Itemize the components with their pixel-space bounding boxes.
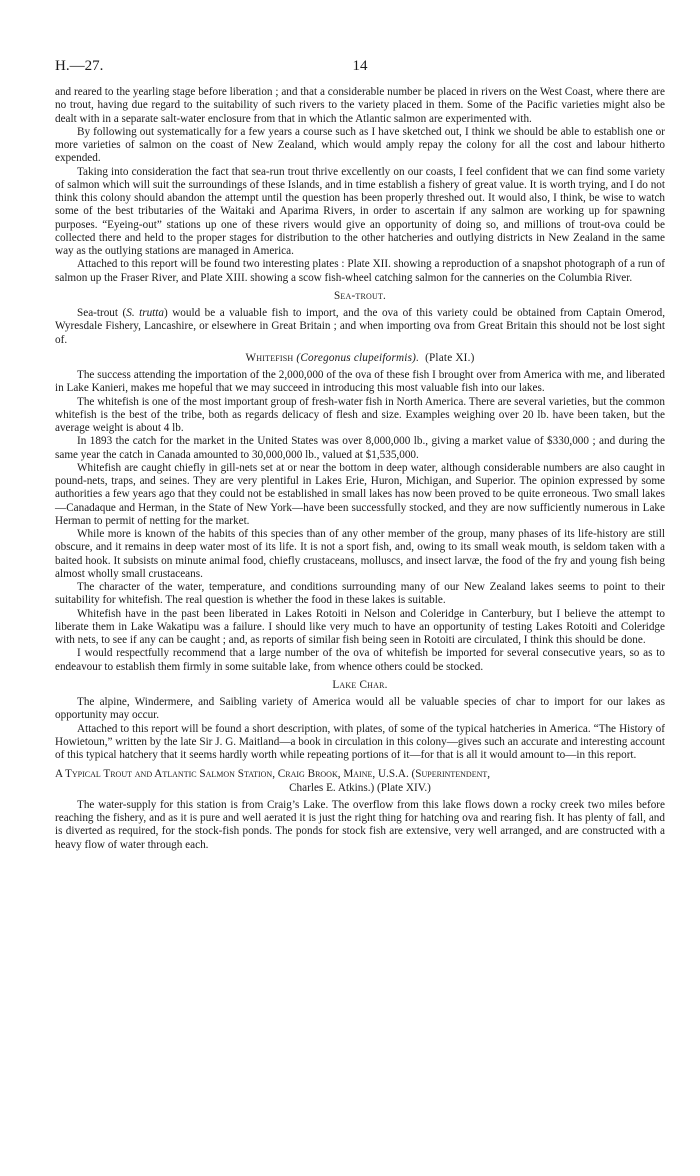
- paragraph: The whitefish is one of the most important group of fresh-water fish in North America. There are several varieties, but the common whitefish is the best of the tribe, both as regards delicacy of flesh and size. Examples weighing over 20 lb. have been taken, but the average weight is about 4 lb.: [55, 395, 665, 434]
- paragraph: Whitefish are caught chiefly in gill-nets set at or near the bottom in deep water, although considerable numbers are also caught in pound-nets, traps, and seines. They are very plentiful in Lakes Erie, Huron, Michigan, and Superior. The opinion expressed by some authorities a few years ago that they could not be established in small lakes has now been proved to be quite erroneous. Two small lakes—Canadaque and Herman, in the State of New York—have been successfully stocked, and they are now sufficiently numerous in Lake Herman to permit of netting for the market.: [55, 461, 665, 527]
- paragraph: By following out systematically for a few years a course such as I have sketched out, I think we should be able to establish one or more varieties of salmon on the coast of New Zealand, which would amply repay the colony for all the cost and labour hitherto expended.: [55, 125, 665, 165]
- text-run: Sea-trout (: [77, 307, 127, 319]
- section-heading-whitefish: [55, 352, 665, 365]
- page-header: [55, 58, 665, 86]
- paragraph: The success attending the importation of the 2,000,000 of the ova of these fish I brought over from America with me, and liberated in Lake Kanieri, makes me hopeful that we may succeed in introducing this most valuable fish into our lakes.: [55, 369, 665, 395]
- heading-species: (Coregonus clupeiformis).: [296, 351, 420, 364]
- heading-line: A Typical Trout and Atlantic Salmon Station, Craig Brook, Maine, U.S.A. (Superintendent,: [55, 768, 491, 781]
- page-number: 14: [352, 58, 368, 74]
- section-heading-sea-trout: Sea-trout.: [333, 289, 387, 302]
- species-name: S. trutta: [126, 307, 164, 319]
- paragraph: In 1893 the catch for the market in the United States was over 8,000,000 lb., giving a market value of $330,000 ; and during the same year the catch in Canada amounted to 30,000,000 lb., valued at $1,535,000.: [55, 435, 665, 461]
- document-body: [55, 86, 665, 852]
- paragraph: The character of the water, temperature, and conditions surrounding many of our New Zealand lakes seems to point to their suitability for whitefish. The real question is whether the food in these lakes is suitable.: [55, 581, 665, 607]
- paragraph: and reared to the yearling stage before liberation ; and that a considerable number be placed in rivers on the West Coast, where there are no trout, having due regard to the suitability of such rivers to the variety placed in them. Some of the Pacific varieties might also be dealt with in a separate salt-water enclosure from that in which the Atlantic salmon are experimented with.: [55, 86, 665, 125]
- paragraph: Attached to this report will be found a short description, with plates, of some of the typical hatcheries in America. “The History of Howietoun,” written by the late Sir J. G. Maitland—a book in circulation in this colony—gives such an accurate and interesting account of this typical hatchery that it seems hardly worth while repeating portions of it—for that is all it would amount to—in this report.: [55, 722, 665, 761]
- paragraph: Whitefish have in the past been liberated in Lakes Rotoiti in Nelson and Coleridge in Canterbury, but I believe the attempt to liberate them in Lake Wakatipu was a failure. I should like very much to have an opportunity of testing Lakes Rotoiti and Coleridge with nets, to see if any can be caught ; and, as reports of similar fish being seen in Rotoiti are circulated, I think this should be done.: [55, 607, 665, 646]
- paragraph: The alpine, Windermere, and Saibling variety of America would all be valuable species of char to import for our lakes as opportunity may occur.: [55, 696, 665, 722]
- section-heading-craig-brook: [55, 768, 665, 795]
- paragraph: I would respectfully recommend that a large number of the ova of whitefish be imported for several consecutive years, so as to endeavour to establish them firmly in some suitable lake, from whence others could be stocked.: [55, 647, 665, 673]
- section-heading-lake-char: Lake Char.: [332, 678, 388, 691]
- heading-line: Charles E. Atkins.) (Plate XIV.): [289, 781, 431, 794]
- document-page: [55, 58, 665, 852]
- document-reference: H.—27.: [55, 58, 104, 74]
- paragraph: While more is known of the habits of this species than of any other member of the group, many phases of its life-history are still obscure, and it remains in deep water most of its life. It is not a sport fish, and, owing to its small weak mouth, is seldom taken with a baited hook. It subsists on minute animal food, chiefly crustaceans, molluscs, and insect larvæ, the food of the fry and young fish being almost wholly small crustaceans.: [55, 528, 665, 580]
- text-run: ) would be a valuable fish to import, and the ova of this variety could be obtained from Captain Omerod, Wyresdale Fishery, Lancashire, or elsewhere in Great Britain ; and when importing ova from Great Britain this should not be lost sight of.: [55, 307, 665, 346]
- paragraph: Attached to this report will be found two interesting plates : Plate XII. showing a reproduction of a snapshot photograph of a run of salmon up the Fraser River, and Plate XIII. showing a scow fish-wheel catching salmon for the canneries on the Columbia River.: [55, 258, 665, 284]
- heading-title: Whitefish: [245, 351, 294, 364]
- paragraph: Taking into consideration the fact that sea-run trout thrive excellently on our coasts, I feel confident that we can find some variety of salmon which will suit the surroundings of these Islands, and in time establish a fishery of great value. It is worth trying, and I do not think this colony should abandon the attempt until the question has been properly threshed out. It would also, I think, be wise to watch some of the best tributaries of the Waitaki and Aparima Rivers, in order to ascertain if any salmon are working up for spawning purposes. “Eyeing-out” stations up one of these rivers would give an opportunity of doing so, and millions of trout-ova could be collected there and held to the proper stages for distribution to the other hatcheries and outlying districts in New Zealand in the same way as the outlying stations are managed in America.: [55, 165, 665, 257]
- paragraph: The water-supply for this station is from Craig’s Lake. The overflow from this lake flows down a rocky creek two miles before reaching the fishery, and as it is pure and well aerated it is just the right thing for hatching ova and rearing fish. It has plenty of fall, and is diverted as required, for the stock-fish ponds. The ponds for stock fish are extensive, very well arranged, and are constructed with a heavy flow of water through each.: [55, 798, 665, 851]
- paragraph: [55, 307, 665, 347]
- heading-plate: (Plate XI.): [425, 351, 475, 364]
